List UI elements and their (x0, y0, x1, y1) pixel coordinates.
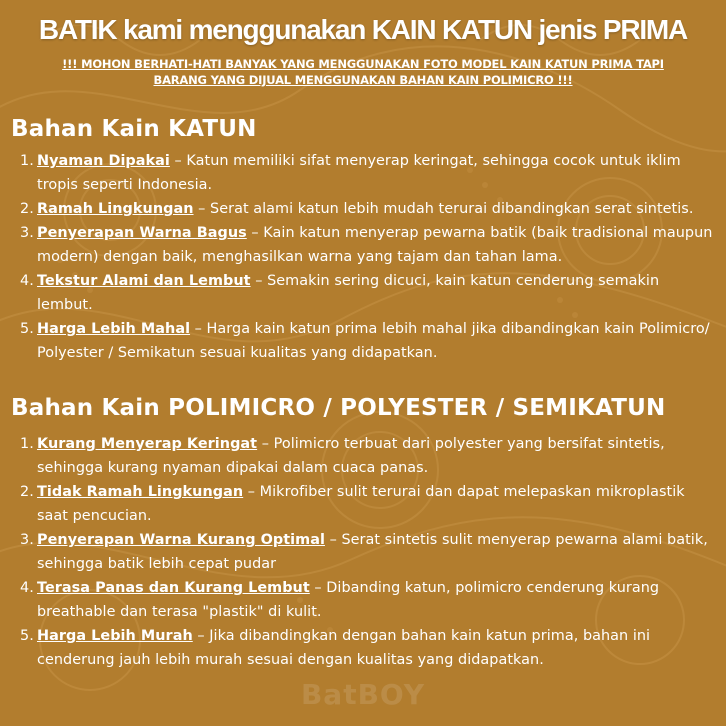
list-item-description: – Semakin sering dicuci, kain katun cenderung semakin lembut. (37, 273, 660, 313)
list-item-description: – Jika dibandingkan dengan bahan kain katun prima, bahan ini cenderung jauh lebih murah sesuai dengan kualitas yang didapatkan. (37, 628, 651, 668)
list-item-term: Harga Lebih Mahal (37, 321, 191, 337)
list-item-number: 1. (20, 153, 34, 169)
page-title: BATIK kami menggunakan KAIN KATUN jenis PRIMA (38, 14, 688, 45)
warning-notice (30, 56, 696, 88)
katun-list (0, 149, 716, 365)
list-item-number: 3. (20, 532, 34, 548)
list-item (0, 221, 716, 269)
list-item-description: – Harga kain katun prima lebih mahal jika dibandingkan kain Polimicro/ Polyester / Semikatun sesuai kualitas yang didapatkan. (37, 321, 710, 361)
list-item (0, 528, 716, 576)
list-item-description: – Mikrofiber sulit terurai dan dapat melepaskan mikroplastik saat pencucian. (37, 484, 685, 524)
list-item-description: – Kain katun menyerap pewarna batik (baik tradisional maupun modern) dengan baik, menghasilkan warna yang tajam dan tahan lama. (37, 225, 713, 265)
list-item-term: Nyaman Dipakai (37, 153, 170, 169)
list-item-term: Harga Lebih Murah (37, 628, 193, 644)
list-item-term: Ramah Lingkungan (37, 201, 194, 217)
list-item-number: 1. (20, 436, 34, 452)
list-item-number: 3. (20, 225, 34, 241)
list-item-term: Tekstur Alami dan Lembut (37, 273, 251, 289)
list-item-number: 4. (20, 273, 34, 289)
list-item-number: 5. (20, 628, 34, 644)
list-item-number: 2. (20, 201, 34, 217)
polimicro-section-heading: Bahan Kain POLIMICRO / POLYESTER / SEMIKATUN (11, 395, 666, 421)
list-item-description: – Serat sintetis sulit menyerap pewarna alami batik, sehingga batik lebih cepat pudar (37, 532, 708, 572)
list-item-description: – Serat alami katun lebih mudah terurai dibandingkan serat sintetis. (193, 201, 694, 217)
list-item-description: – Katun memiliki sifat menyerap keringat, sehingga cocok untuk iklim tropis seperti Indonesia. (37, 153, 681, 193)
list-item (0, 432, 716, 480)
list-item-term: Kurang Menyerap Keringat (37, 436, 258, 452)
list-item (0, 576, 716, 624)
list-item (0, 149, 716, 197)
list-item-term: Penyerapan Warna Bagus (37, 225, 247, 241)
list-item-term: Penyerapan Warna Kurang Optimal (37, 532, 325, 548)
list-item (0, 197, 716, 221)
list-item-number: 2. (20, 484, 34, 500)
list-item-description: – Dibanding katun, polimicro cenderung kurang breathable dan terasa "plastik" di kulit. (37, 580, 660, 620)
list-item (0, 317, 716, 365)
katun-section-heading: Bahan Kain KATUN (11, 116, 257, 142)
list-item (0, 480, 716, 528)
list-item (0, 624, 716, 672)
list-item-term: Tidak Ramah Lingkungan (37, 484, 244, 500)
polimicro-list (0, 432, 716, 672)
warning-line-1: !!! MOHON BERHATI-HATI BANYAK YANG MENGGUNAKAN FOTO MODEL KAIN KATUN PRIMA TAPI (62, 57, 664, 71)
list-item-term: Terasa Panas dan Kurang Lembut (37, 580, 310, 596)
list-item (0, 269, 716, 317)
warning-line-2: BARANG YANG DIJUAL MENGGUNAKAN BAHAN KAIN POLIMICRO !!! (153, 73, 573, 87)
list-item-number: 4. (20, 580, 34, 596)
list-item-number: 5. (20, 321, 34, 337)
list-item-description: – Polimicro terbuat dari polyester yang bersifat sintetis, sehingga kurang nyaman dipakai dalam cuaca panas. (37, 436, 665, 476)
brand-watermark: BatBOY (300, 678, 426, 711)
